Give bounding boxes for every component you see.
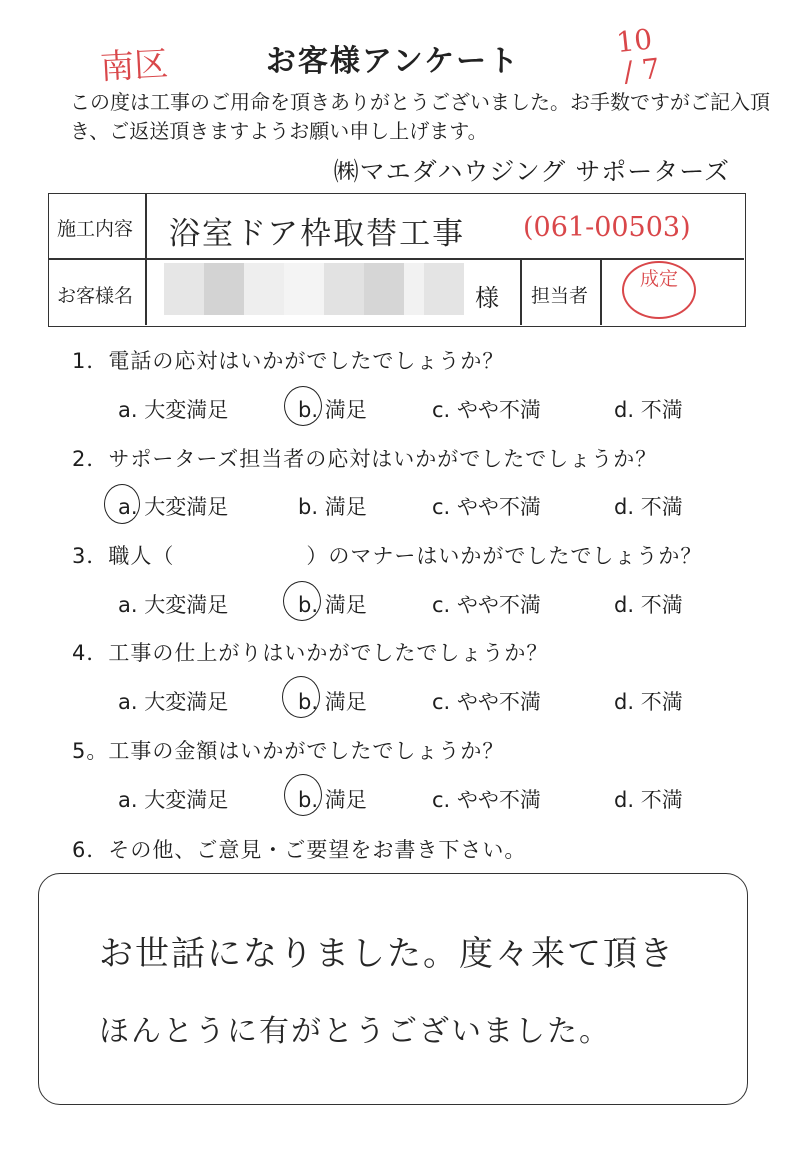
table-col-divider xyxy=(145,194,147,325)
q1-option-c[interactable]: c. やや不満 xyxy=(432,398,541,422)
q2-option-c[interactable]: c. やや不満 xyxy=(432,495,541,519)
comment-line-2: ほんとうに有がとうございました。 xyxy=(99,1014,611,1049)
work-label: 施工内容 xyxy=(57,218,134,240)
q4-option-d[interactable]: d. 不満 xyxy=(614,690,683,714)
staff-stamp: 成定 xyxy=(622,261,696,319)
q4-option-c[interactable]: c. やや不満 xyxy=(432,690,541,714)
q2-option-d[interactable]: d. 不満 xyxy=(614,495,683,519)
q1-option-b[interactable]: b. 満足 xyxy=(298,398,367,422)
q5-option-c[interactable]: c. やや不満 xyxy=(432,788,541,812)
work-value: 浴室ドア枠取替工事 xyxy=(169,216,466,252)
intro-text: この度は工事のご用命を頂きありがとうございました。お手数ですがご記入頂き、ご返送頂きますようお願い申し上げます。 xyxy=(70,90,770,143)
q1-option-a[interactable]: a. 大変満足 xyxy=(118,398,229,422)
question-6: 6．その他、ご意見・ご要望をお書き下さい。 xyxy=(72,838,527,862)
q5-option-a[interactable]: a. 大変満足 xyxy=(118,788,229,812)
comment-line-1: お世話になりました。度々来て頂き xyxy=(99,934,675,974)
question-5: 5。工事の金額はいかがでしたでしょうか？ xyxy=(72,739,505,763)
table-col-divider xyxy=(600,258,602,325)
q2-option-a[interactable]: a. 大変満足 xyxy=(118,495,229,519)
table-row-divider xyxy=(49,258,744,260)
q4-option-a[interactable]: a. 大変満足 xyxy=(118,690,229,714)
q4-option-b[interactable]: b. 満足 xyxy=(298,690,367,714)
work-code: (061-00503) xyxy=(523,212,691,243)
customer-label: お客様名 xyxy=(57,285,134,307)
q3-option-c[interactable]: c. やや不満 xyxy=(432,593,541,617)
question-1: 1．電話の応対はいかがでしたでしょうか？ xyxy=(72,349,505,373)
q2-option-b[interactable]: b. 満足 xyxy=(298,495,367,519)
question-4: 4．工事の仕上がりはいかがでしたでしょうか？ xyxy=(72,641,549,665)
date-day: 7 xyxy=(640,51,662,87)
selected-circle-mark xyxy=(284,386,322,426)
selected-circle-mark xyxy=(104,484,140,524)
customer-name-redacted xyxy=(164,263,464,315)
page-title: お客様アンケート xyxy=(265,44,521,79)
selected-circle-mark xyxy=(282,676,320,718)
q3-option-a[interactable]: a. 大変満足 xyxy=(118,593,229,617)
q5-option-d[interactable]: d. 不満 xyxy=(614,788,683,812)
area-note: 南区 xyxy=(99,44,170,88)
comment-box[interactable] xyxy=(38,873,748,1105)
question-2: 2．サポーターズ担当者の応対はいかがでしたでしょうか？ xyxy=(72,447,658,471)
date-month: 10 xyxy=(614,22,654,60)
selected-circle-mark xyxy=(283,581,321,621)
date-slash-icon: / xyxy=(621,54,635,89)
company-name: ㈱マエダハウジング サポーターズ xyxy=(333,157,730,186)
date-note xyxy=(615,24,661,88)
staff-label: 担当者 xyxy=(531,285,589,307)
q1-option-d[interactable]: d. 不満 xyxy=(614,398,683,422)
honorific: 様 xyxy=(475,284,499,312)
question-3: 3．職人（ ）のマナーはいかがでしたでしょうか？ xyxy=(72,544,703,568)
selected-circle-mark xyxy=(284,774,322,816)
q5-option-b[interactable]: b. 満足 xyxy=(298,788,367,812)
table-col-divider xyxy=(520,258,522,325)
q3-option-b[interactable]: b. 満足 xyxy=(298,593,367,617)
info-table xyxy=(48,193,746,327)
q3-option-d[interactable]: d. 不満 xyxy=(614,593,683,617)
